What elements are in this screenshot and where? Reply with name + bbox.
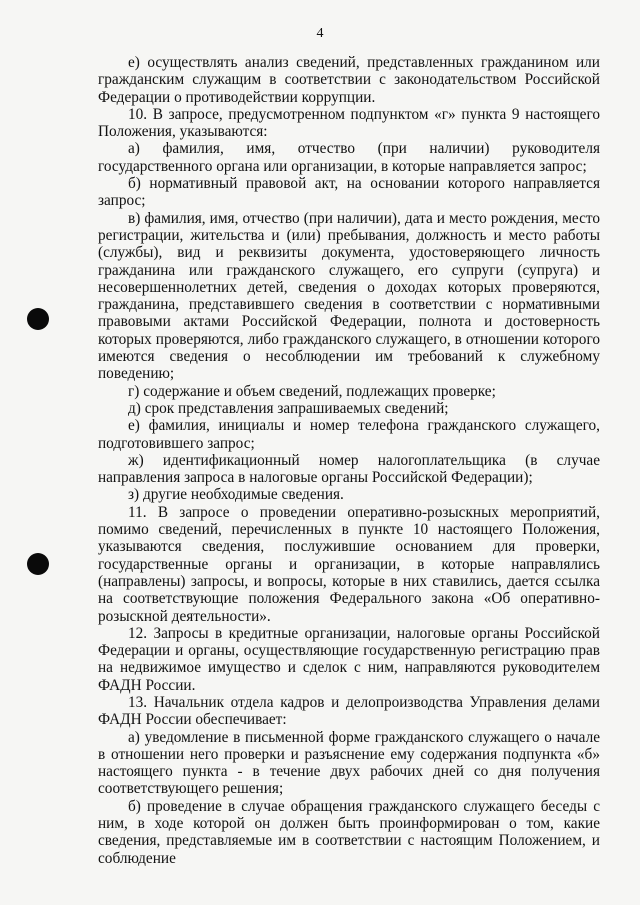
paragraph-10b: б) нормативный правовой акт, на основании которого направляется запрос; xyxy=(98,175,600,210)
paragraph-10e: е) фамилия, инициалы и номер телефона гражданского служащего, подготовившего запрос; xyxy=(98,417,600,452)
paragraph-13: 13. Начальник отдела кадров и делопроизводства Управления делами ФАДН России обеспечивает: xyxy=(98,693,600,729)
paragraph-13a: а) уведомление в письменной форме гражданского служащего о начале в отношении него проверки и разъяснение ему содержания подпункта «б» настоящего пункта - в течение двух рабочих дней со дня получения соответствующего решения; xyxy=(98,728,600,798)
paragraph-11: 11. В запросе о проведении оперативно-розыскных мероприятий, помимо сведений, перечисленных в пункте 10 настоящего Положения, указываются сведения, послужившие основанием для проверки, государственные органы и организации, в которые направлялись (направлены) запросы, и вопросы, которые в них ставились, дается ссылка на соответствующие положения Федерального закона «Об оперативно-розыскной деятельности». xyxy=(98,503,600,625)
paragraph-10d: д) срок представления запрашиваемых сведений; xyxy=(128,399,449,417)
paragraph-13b: б) проведение в случае обращения гражданского служащего беседы с ним, в ходе которой он должен быть проинформирован о том, какие сведения, представляемые им в соответствии с настоящим Положением, и соблюдение xyxy=(98,797,600,867)
document-body xyxy=(98,54,600,867)
paragraph-10v: в) фамилия, имя, отчество (при наличии), дата и место рождения, место регистрации, жительства и (или) пребывания, должность и место работы (службы), вид и реквизиты документа, удостоверяющего личность гражданина или гражданского служащего, его супруги (супруга) и несовершеннолетних детей, сведения о доходах которых проверяются, гражданина, представившего сведения в соответствии с нормативными правовыми актами Российской Федерации, полнота и достоверность которых проверяются, либо гражданского служащего, в отношении которого имеются сведения о несоблюдении им требований к служебному поведению; xyxy=(98,209,600,383)
paragraph-10: 10. В запросе, предусмотренном подпунктом «г» пункта 9 настоящего Положения, указываются: xyxy=(98,105,600,141)
paragraph-9e: е) осуществлять анализ сведений, представленных гражданином или гражданским служащим в соответствии с законодательством Российской Федерации о противодействии коррупции. xyxy=(98,54,600,106)
punch-hole-bottom xyxy=(27,553,49,575)
paragraph-10g: г) содержание и объем сведений, подлежащих проверке; xyxy=(128,382,496,400)
paragraph-10zh: ж) идентификационный номер налогоплательщика (в случае направления запроса в налоговые органы Российской Федерации); xyxy=(98,451,600,487)
punch-hole-top xyxy=(27,308,49,330)
paragraph-10z: з) другие необходимые сведения. xyxy=(128,486,344,504)
paragraph-12: 12. Запросы в кредитные организации, налоговые органы Российской Федерации и органы, осуществляющие государственную регистрацию прав на недвижимое имущество и сделок с ним, направляются руководителем ФАДН России. xyxy=(98,624,600,694)
page-number: 4 xyxy=(316,26,324,41)
paragraph-10a: а) фамилия, имя, отчество (при наличии) руководителя государственного органа или организации, в которые направляется запрос; xyxy=(98,140,600,175)
